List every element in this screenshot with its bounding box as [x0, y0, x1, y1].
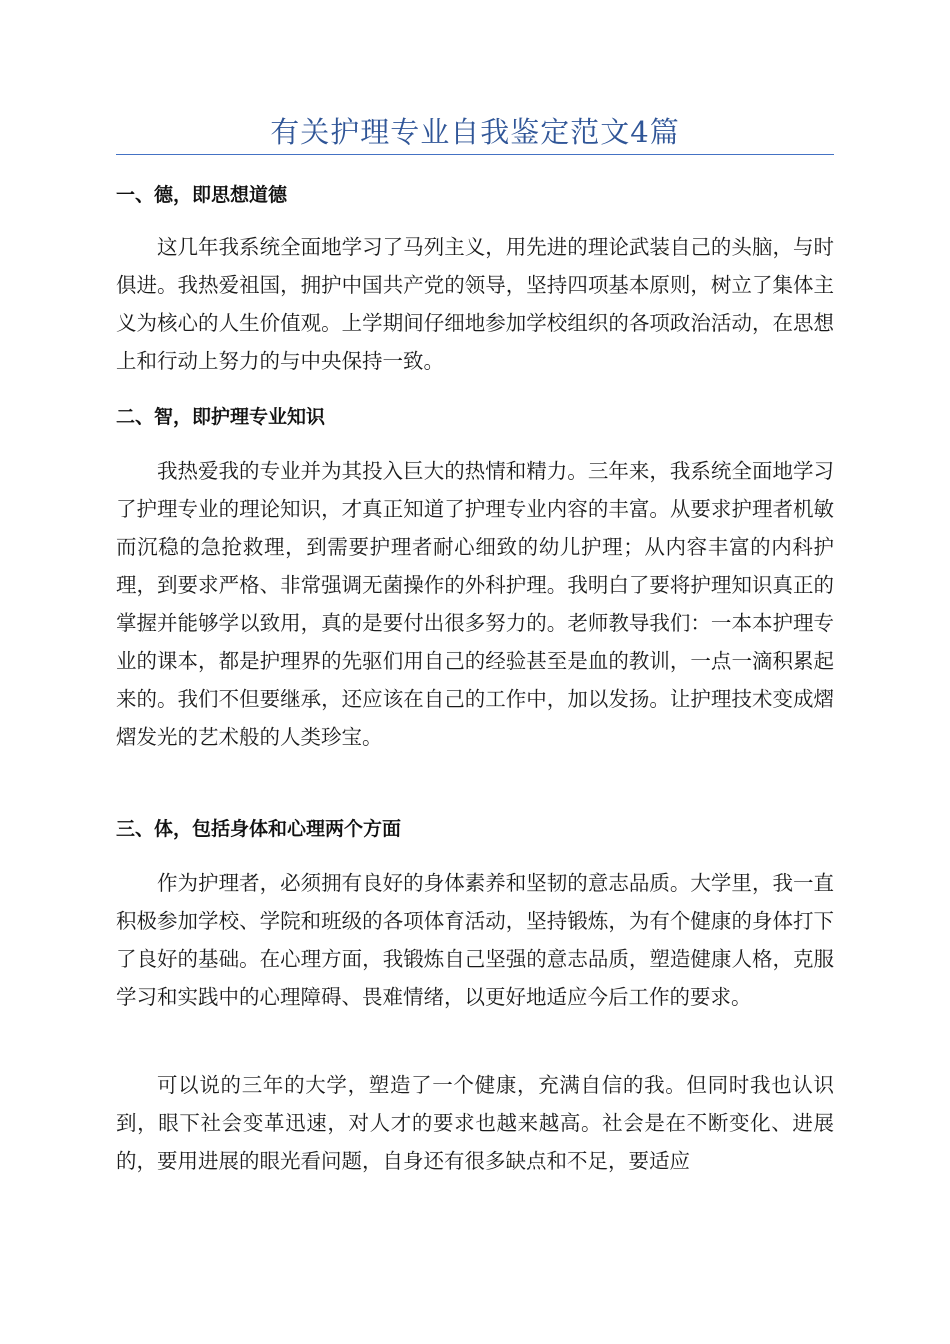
- title-underline-rule: [116, 154, 834, 155]
- paragraph-physical: 作为护理者，必须拥有良好的身体素养和坚韧的意志品质。大学里，我一直积极参加学校、学院和班级的各项体育活动，坚持锻炼，为有个健康的身体打下了良好的基础。在心理方面，我锻炼自己坚强的意志品质，塑造健康人格，克服学习和实践中的心理障碍、畏难情绪，以更好地适应今后工作的要求。: [116, 871, 834, 1009]
- section-heading-knowledge: 二、智，即护理专业知识: [116, 406, 326, 428]
- paragraph-morality: 这几年我系统全面地学习了马列主义，用先进的理论武装自己的头脑，与时俱进。我热爱祖国，拥护中国共产党的领导，坚持四项基本原则，树立了集体主义为核心的人生价值观。上学期间仔细地参加学校组织的各项政治活动，在思想上和行动上努力的与中央保持一致。: [116, 235, 834, 373]
- section-heading-morality: 一、德，即思想道德: [116, 184, 288, 206]
- document-title: 有关护理专业自我鉴定范文4篇: [270, 115, 680, 149]
- paragraph-conclusion: 可以说的三年的大学，塑造了一个健康，充满自信的我。但同时我也认识到，眼下社会变革迅速，对人才的要求也越来越高。社会是在不断变化、进展的，要用进展的眼光看问题，自身还有很多缺点和不足，要适应: [116, 1073, 834, 1173]
- section-heading-physical: 三、体，包括身体和心理两个方面: [116, 818, 402, 840]
- paragraph-knowledge: 我热爱我的专业并为其投入巨大的热情和精力。三年来，我系统全面地学习了护理专业的理论知识，才真正知道了护理专业内容的丰富。从要求护理者机敏而沉稳的急抢救理，到需要护理者耐心细致的幼儿护理；从内容丰富的内科护理，到要求严格、非常强调无菌操作的外科护理。我明白了要将护理知识真正的掌握并能够学以致用，真的是要付出很多努力的。老师教导我们：一本本护理专业的课本，都是护理界的先驱们用自己的经验甚至是血的教训，一点一滴积累起来的。我们不但要继承，还应该在自己的工作中，加以发扬。让护理技术变成熠熠发光的艺术般的人类珍宝。: [116, 459, 834, 749]
